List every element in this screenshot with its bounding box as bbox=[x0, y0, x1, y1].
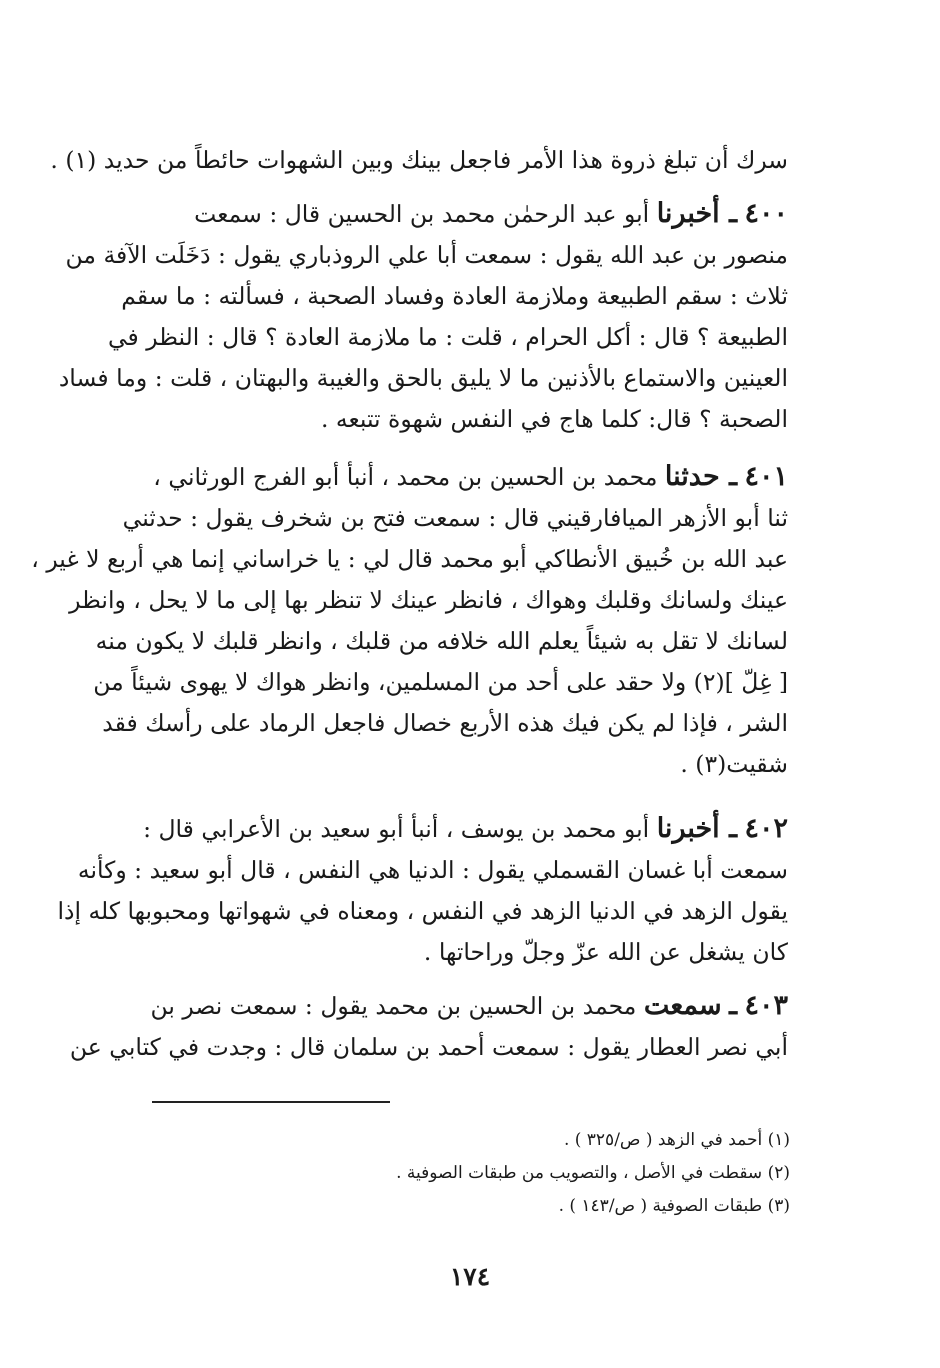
paragraph-number: ٤٠٠ bbox=[744, 198, 788, 229]
paragraph-heading-line: ٤٠٣ ـ سمعت محمد بن الحسين بن محمد يقول : سمعت نصر بن bbox=[150, 990, 788, 1021]
footnote: (١) أحمد في الزهد ( ص/٣٢٥ ) . bbox=[563, 1130, 790, 1150]
text-line: الطبيعة ؟ قال : أكل الحرام ، قلت : ما ملازمة العادة ؟ قال : النظر في bbox=[107, 323, 788, 351]
paragraph-number: ٤٠١ bbox=[744, 461, 788, 492]
paragraph-400 bbox=[58, 193, 788, 440]
paragraph-keyword: سمعت bbox=[643, 990, 722, 1021]
paragraph-403 bbox=[69, 985, 788, 1068]
text-line: أبي نصر العطار يقول : سمعت أحمد بن سلمان قال : وجدت في كتابي عن bbox=[69, 1033, 788, 1061]
text-line: كان يشغل عن الله عزّ وجلّ وراحاتها . bbox=[423, 938, 788, 966]
paragraph-heading-line: ٤٠٢ ـ أخبرنا أبو محمد بن يوسف ، أنبأ أبو سعيد بن الأعرابي قال : bbox=[143, 813, 788, 844]
text-line: شقيت(٣) . bbox=[680, 750, 788, 778]
paragraph-402 bbox=[57, 808, 788, 973]
text-line: لسانك لا تقل به شيئاً يعلم الله خلافه من قلبك ، وانظر قلبك لا يكون منه bbox=[95, 627, 788, 655]
text-line: الشر ، فإذا لم يكن فيك هذه الأربع خصال فاجعل الرماد على رأسك فقد bbox=[102, 709, 788, 737]
text-line: منصور بن عبد الله يقول : سمعت أبا علي الروذباري يقول : دَخَلَت الآفة من bbox=[65, 241, 788, 269]
text-line: سرك أن تبلغ ذروة هذا الأمر فاجعل بينك وبين الشهوات حائطاً من حديد (١) . bbox=[50, 146, 788, 174]
paragraph-number: ٤٠٣ bbox=[744, 990, 788, 1021]
text-line: يقول الزهد في الدنيا الزهد في النفس ، ومعناه في شهواتها ومحبوبها كله إذا bbox=[57, 897, 788, 925]
footnote-separator bbox=[152, 1101, 390, 1103]
text-line: ثنا أبو الأزهر الميافارقيني قال : سمعت فتح بن شخرف يقول : حدثني bbox=[122, 504, 788, 532]
paragraph-heading-line: ٤٠١ ـ حدثنا محمد بن الحسين بن محمد ، أنبأ أبو الفرج الورثاني ، bbox=[153, 461, 788, 492]
text-line: [ غِلّ ](٢) ولا حقد على أحد من المسلمين، وانظر هواك لا يهوى شيئاً من bbox=[93, 668, 788, 696]
page-number: ١٧٤ bbox=[449, 1262, 491, 1291]
footnotes bbox=[100, 1124, 790, 1223]
text-line: عبد الله بن خُبيق الأنطاكي أبو محمد قال لي : يا خراساني إنما هي أربع لا غير ، bbox=[31, 545, 788, 573]
text-line: سمعت أبا غسان القسملي يقول : الدنيا هي النفس ، قال أبو سعيد : وكأنه bbox=[77, 856, 788, 884]
paragraph-heading-line: ٤٠٠ ـ أخبرنا أبو عبد الرحمٰن محمد بن الحسين قال : سمعت bbox=[194, 198, 788, 229]
text-line: أبو محمد بن يوسف ، أنبأ أبو سعيد بن الأعرابي قال : bbox=[143, 815, 650, 843]
text-line: العينين والاستماع بالأذنين ما لا يليق بالحق والغيبة والبهتان ، قلت : وما فساد bbox=[58, 364, 788, 392]
footnote: (٢) سقطت في الأصل ، والتصويب من طبقات الصوفية . bbox=[396, 1163, 790, 1183]
text-line: عينك ولسانك وقلبك وهواك ، فانظر عينك لا تنظر بها إلى ما لا يحل ، وانظر bbox=[69, 586, 788, 614]
text-line: الصحبة ؟ قال: كلما هاج في النفس شهوة تتبعه . bbox=[320, 405, 788, 433]
text-line: محمد بن الحسين بن محمد ، أنبأ أبو الفرج الورثاني ، bbox=[153, 463, 658, 491]
footnote: (٣) طبقات الصوفية ( ص/١٤٣ ) . bbox=[558, 1196, 790, 1216]
text-line: ثلاث : سقم الطبيعة وملازمة العادة وفساد الصحبة ، فسألته : ما سقم bbox=[121, 282, 788, 310]
paragraph-401 bbox=[31, 456, 788, 785]
paragraph-keyword: أخبرنا bbox=[656, 198, 720, 229]
paragraph-keyword: حدثنا bbox=[664, 461, 720, 492]
text-line: أبو عبد الرحمٰن محمد بن الحسين قال : سمعت bbox=[194, 200, 650, 228]
paragraph-keyword: أخبرنا bbox=[656, 813, 720, 844]
paragraph-continuation bbox=[50, 140, 788, 181]
text-line: محمد بن الحسين بن محمد يقول : سمعت نصر بن bbox=[150, 992, 637, 1020]
paragraph-number: ٤٠٢ bbox=[744, 813, 788, 844]
